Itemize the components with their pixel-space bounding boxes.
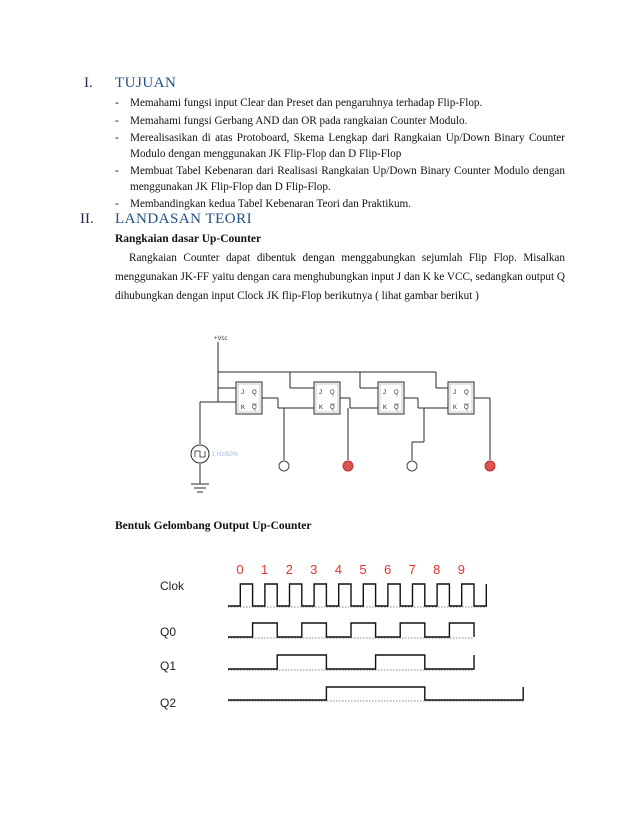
objectives-list xyxy=(115,96,565,215)
list-item: - Merealisasikan di atas Protoboard, Skema Lengkap dari Rangkaian Up/Down Binary Counter Modulo dengan menggunakan JK Flip-Flop dan D Flip-Flop xyxy=(115,132,565,160)
ff-pin-k: K xyxy=(453,405,458,411)
q2-trace xyxy=(228,687,523,700)
count-label: 4 xyxy=(334,562,343,577)
list-item: - Membuat Tabel Kebenaran dari Realisasi Rangkaian Up/Down Binary Counter Modulo dengan menggunakan JK Flip-Flop dan D Flip-Flop. xyxy=(115,165,565,193)
count-label: 8 xyxy=(433,562,441,577)
led-3-off xyxy=(407,461,417,471)
jk-flip-flop-1 xyxy=(236,382,268,414)
list-item: - Membandingkan kedua Tabel Kebenaran Teori dan Praktikum. xyxy=(115,198,412,210)
count-label: 7 xyxy=(408,562,416,577)
leds xyxy=(279,461,495,471)
ff-pin-k: K xyxy=(319,405,324,411)
ff-pin-j: J xyxy=(383,390,386,396)
clock-source-label: 1 Hz/50% xyxy=(212,452,239,458)
count-label: 6 xyxy=(383,562,392,577)
ff-pin-qbar: Q xyxy=(330,405,335,411)
waveform-heading: Bentuk Gelombang Output Up-Counter xyxy=(115,520,312,532)
section-1-title: TUJUAN xyxy=(115,75,177,91)
up-counter-waveform-diagram xyxy=(158,556,488,716)
section-2-number: II. xyxy=(80,211,94,227)
theory-paragraph: Rangkaian Counter dapat dibentuk dengan menggabungkan sejumlah Flip Flop. Misalkan menggunakan JK-FF yaitu dengan cara menghubungkan input J dan K ke VCC, sedangkan output Q dihubungkan dengan input Clock JK flip-Flop berikutnya ( lihat gambar berikut ) xyxy=(115,252,566,302)
ff-pin-q: Q xyxy=(330,390,335,396)
wave-traces xyxy=(228,584,523,701)
signal-label-q2: Q2 xyxy=(160,696,177,710)
led-2-on xyxy=(343,461,353,471)
ff-pin-j: J xyxy=(319,390,322,396)
count-label: 5 xyxy=(359,562,367,577)
count-label: 3 xyxy=(310,562,318,577)
count-label: 2 xyxy=(285,562,293,577)
count-label: 0 xyxy=(236,562,244,577)
signal-label-q1: Q1 xyxy=(160,659,177,673)
section-1-number: I. xyxy=(84,75,93,91)
list-item: - Memahami fungsi input Clear dan Preset dan pengaruhnya terhadap Flip-Flop. xyxy=(115,97,483,109)
section-2-title: LANDASAN TEORI xyxy=(115,211,253,227)
ff-pin-q: Q xyxy=(464,390,469,396)
led-4-on xyxy=(485,461,495,471)
signal-label-q0: Q0 xyxy=(160,625,177,639)
jk-flip-flop-4 xyxy=(448,382,480,414)
q1-trace xyxy=(228,655,474,669)
q0-trace xyxy=(228,623,474,637)
ff-pin-j: J xyxy=(241,390,244,396)
ff-pin-qbar: Q xyxy=(394,405,399,411)
count-label: 1 xyxy=(260,562,269,577)
ff-pin-qbar: Q xyxy=(464,405,469,411)
led-1-off xyxy=(279,461,289,471)
jk-flip-flop-3 xyxy=(378,382,410,414)
ff-pin-k: K xyxy=(241,405,246,411)
ff-pin-qbar: Q xyxy=(252,405,257,411)
ff-pin-k: K xyxy=(383,405,388,411)
subheading-up-counter: Rangkaian dasar Up-Counter xyxy=(115,233,262,245)
jk-flip-flop-2 xyxy=(314,382,346,414)
signal-label-clok: Clok xyxy=(160,579,185,593)
circuit-wires xyxy=(191,342,490,492)
ff-pin-q: Q xyxy=(252,390,257,396)
ff-pin-q: Q xyxy=(394,390,399,396)
clok-trace xyxy=(228,584,486,606)
vcc-label: +Vcc xyxy=(214,336,228,342)
up-counter-circuit-diagram xyxy=(190,332,510,497)
list-item: - Memahami fungsi Gerbang AND dan OR pada rangkaian Counter Modulo. xyxy=(115,114,468,127)
ff-pin-j: J xyxy=(453,390,456,396)
count-labels xyxy=(236,562,465,577)
count-label: 9 xyxy=(457,562,466,577)
